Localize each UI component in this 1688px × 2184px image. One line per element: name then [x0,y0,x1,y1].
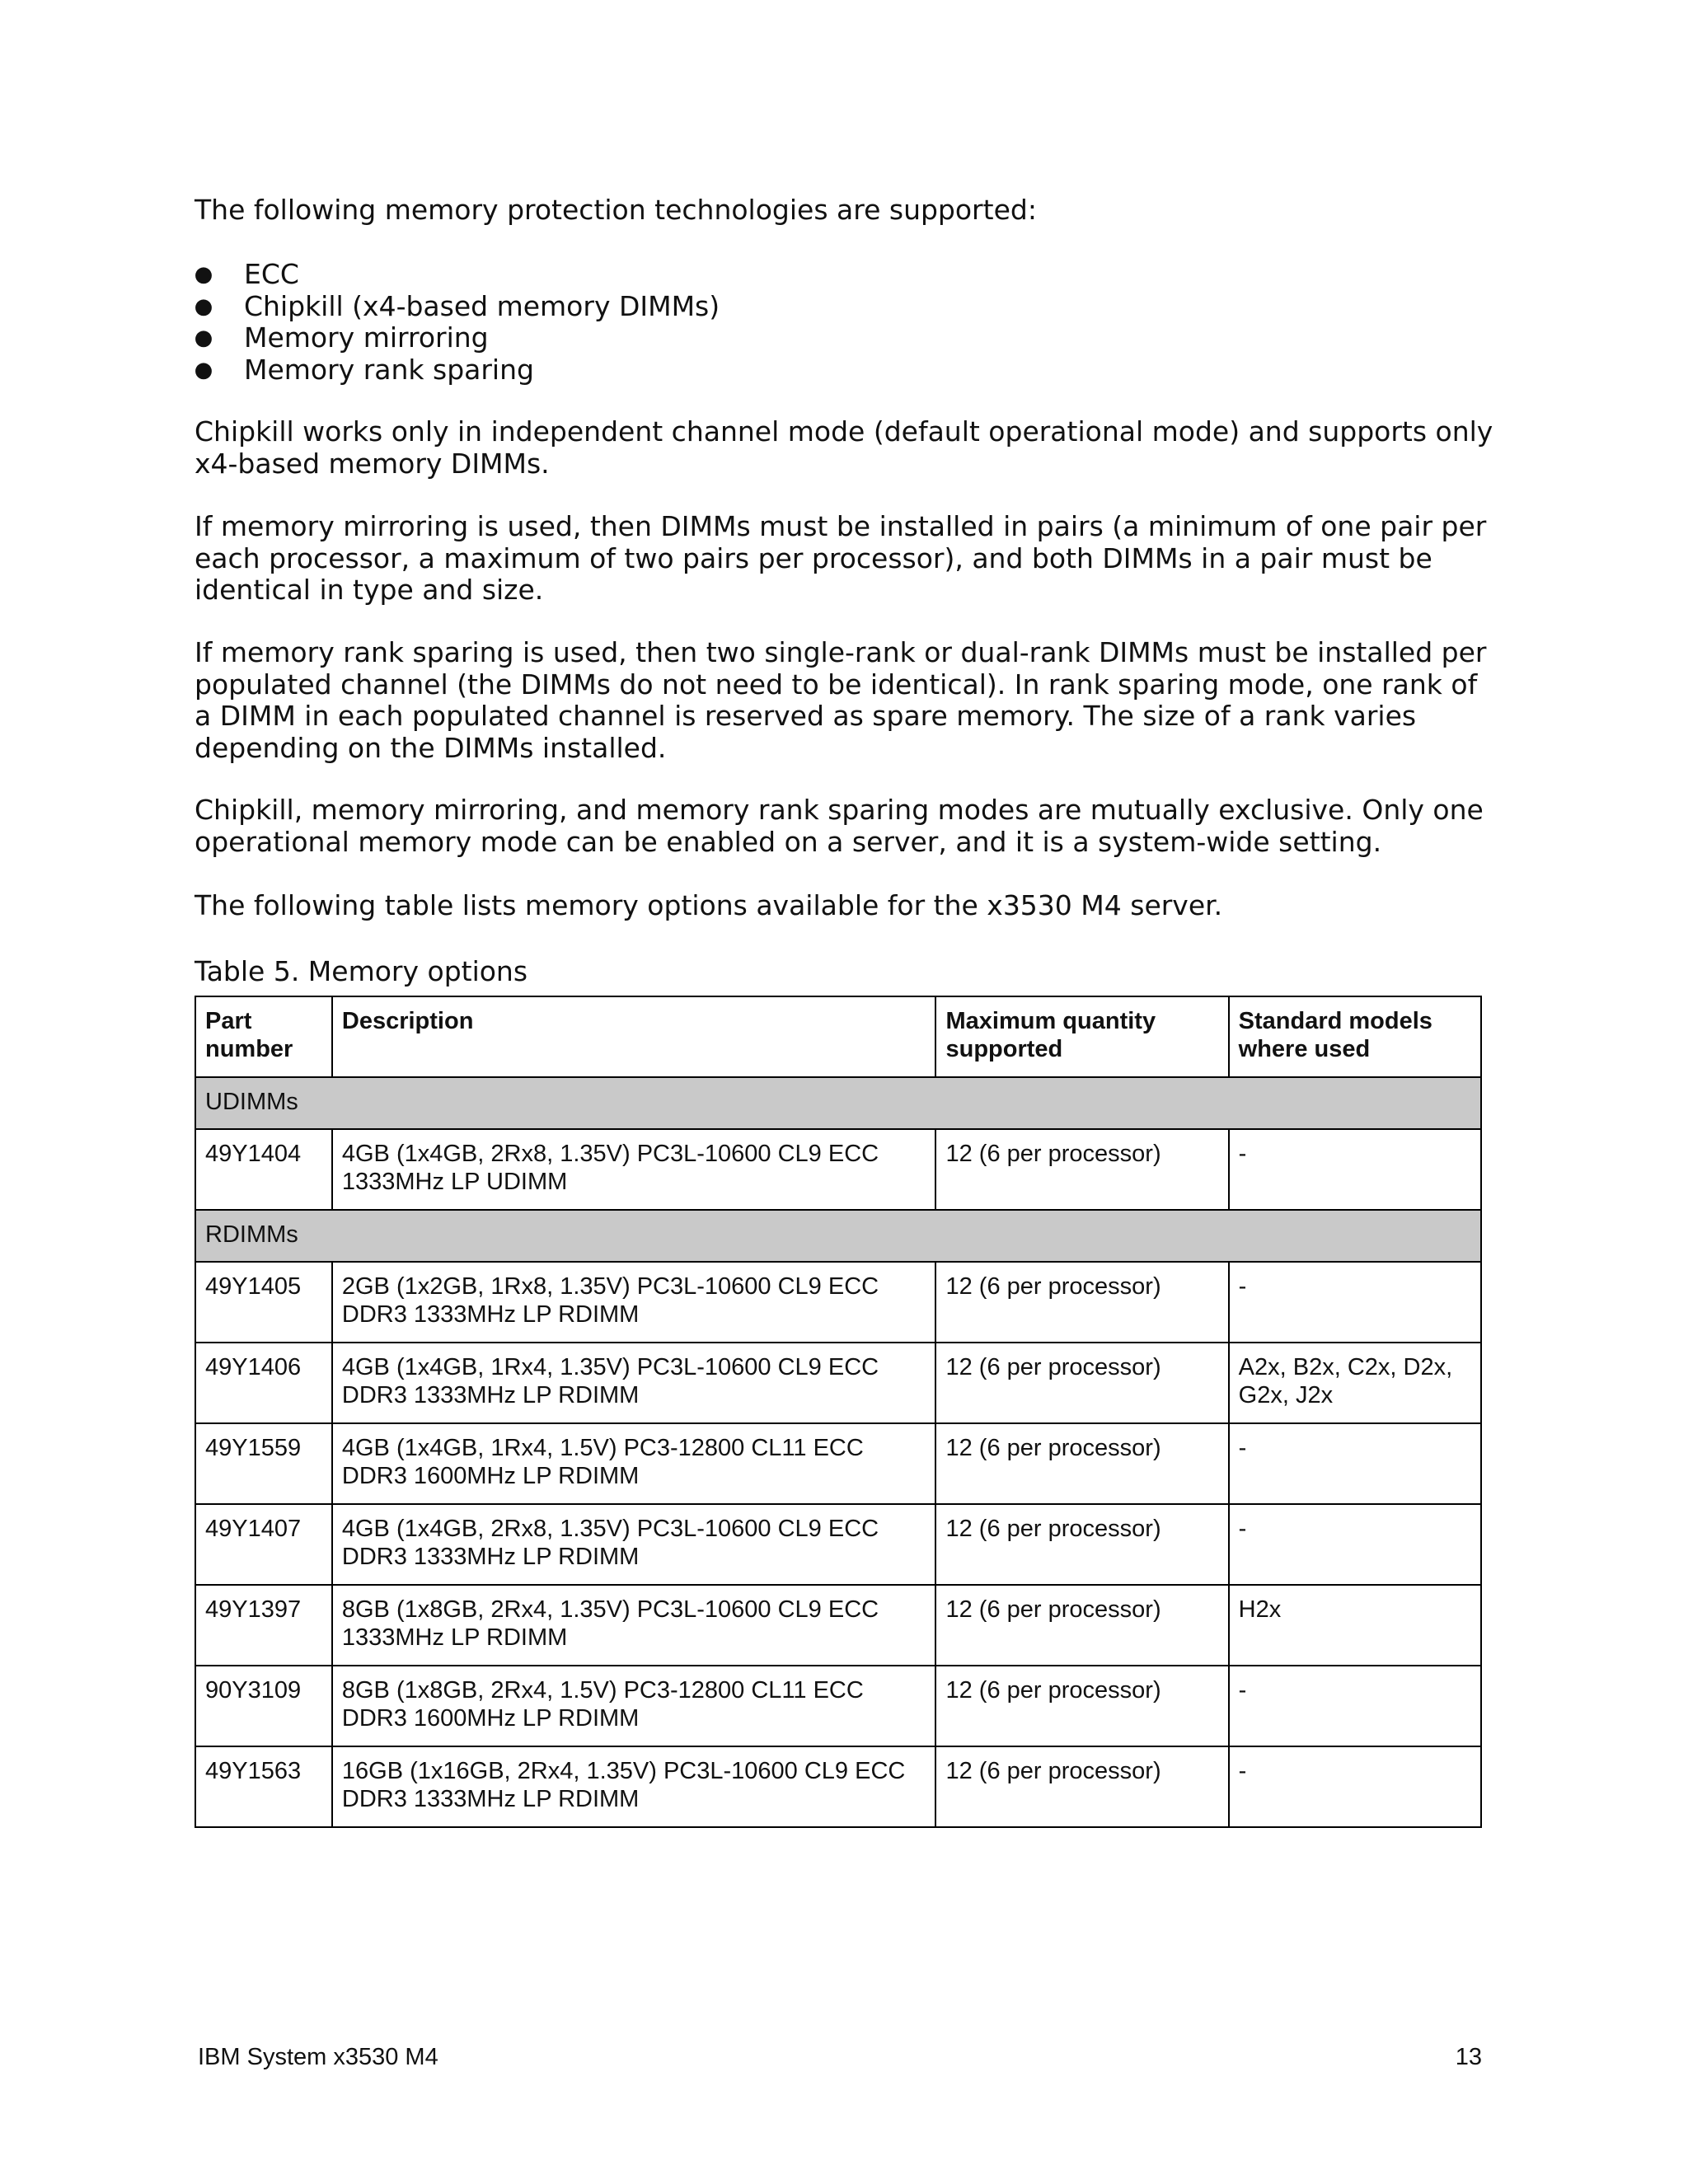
intro-text: The following memory protection technologies are supported: [195,194,1037,226]
part-number-cell: 49Y1407 [195,1504,332,1585]
group-row-rdimms [195,1210,1481,1262]
quantity-cell: 12 (6 per processor) [935,1746,1228,1827]
table-row [195,1504,1481,1585]
table-row [195,1129,1481,1210]
models-cell: - [1229,1504,1481,1585]
protection-list [195,259,720,386]
description-cell: 16GB (1x16GB, 2Rx4, 1.35V) PC3L-10600 CL9 ECC DDR3 1333MHz LP RDIMM [332,1746,936,1827]
table-row [195,1423,1481,1504]
table-caption: Table 5. Memory options [195,955,528,987]
list-item: ● Memory mirroring [195,322,720,354]
table-row [195,1746,1481,1827]
description-cell: 4GB (1x4GB, 1Rx4, 1.5V) PC3-12800 CL11 ECC DDR3 1600MHz LP RDIMM [332,1423,936,1504]
models-cell: - [1229,1423,1481,1504]
list-item: ● ECC [195,259,720,291]
part-number-cell: 49Y1405 [195,1262,332,1343]
chipkill-paragraph: Chipkill works only in independent channel mode (default operational mode) and supports only x4-based memory DIMMs. [195,415,1493,480]
models-cell: H2x [1229,1585,1481,1666]
models-cell: A2x, B2x, C2x, D2x, G2x, J2x [1229,1343,1481,1423]
models-cell: - [1229,1746,1481,1827]
bullet-icon: ● [194,293,213,319]
description-cell: 2GB (1x2GB, 1Rx8, 1.35V) PC3L-10600 CL9 ECC DDR3 1333MHz LP RDIMM [332,1262,936,1343]
quantity-cell: 12 (6 per processor) [935,1129,1228,1210]
bullet-icon: ● [194,357,213,382]
table-row [195,1666,1481,1746]
table-header-row [195,996,1481,1077]
quantity-cell: 12 (6 per processor) [935,1262,1228,1343]
list-item: ● Memory rank sparing [195,354,720,387]
models-cell: - [1229,1262,1481,1343]
quantity-cell: 12 (6 per processor) [935,1504,1228,1585]
part-number-cell: 49Y1563 [195,1746,332,1827]
list-item: ● Chipkill (x4-based memory DIMMs) [195,291,720,323]
part-number-cell: 49Y1397 [195,1585,332,1666]
header-part-number: Part number [195,996,332,1077]
part-number-cell: 49Y1404 [195,1129,332,1210]
footer-title: IBM System x3530 M4 [198,2044,438,2070]
part-number-cell: 90Y3109 [195,1666,332,1746]
group-label: UDIMMs [195,1077,1481,1129]
header-max-quantity: Maximum quantity supported [935,996,1228,1077]
quantity-cell: 12 (6 per processor) [935,1666,1228,1746]
table-row [195,1343,1481,1423]
header-description: Description [332,996,936,1077]
table-row [195,1262,1481,1343]
description-cell: 8GB (1x8GB, 2Rx4, 1.35V) PC3L-10600 CL9 ECC 1333MHz LP RDIMM [332,1585,936,1666]
bullet-icon: ● [194,326,213,350]
description-cell: 4GB (1x4GB, 2Rx8, 1.35V) PC3L-10600 CL9 ECC 1333MHz LP UDIMM [332,1129,936,1210]
mirroring-paragraph: If memory mirroring is used, then DIMMs must be installed in pairs (a minimum of one pair per each processor, a maximum of two pairs per processor), and both DIMMs in a pair must be identical in type and size. [195,510,1487,606]
models-cell: - [1229,1129,1481,1210]
models-cell: - [1229,1666,1481,1746]
bullet-icon: ● [194,262,213,287]
quantity-cell: 12 (6 per processor) [935,1343,1228,1423]
table-intro-paragraph: The following table lists memory options available for the x3530 M4 server. [195,889,1223,921]
quantity-cell: 12 (6 per processor) [935,1585,1228,1666]
page-number: 13 [1455,2044,1482,2070]
table-row [195,1585,1481,1666]
exclusive-modes-paragraph: Chipkill, memory mirroring, and memory rank sparing modes are mutually exclusive. Only one operational memory mode can be enabled on a server, and it is a system-wide setting. [195,794,1484,858]
group-label: RDIMMs [195,1210,1481,1262]
description-cell: 4GB (1x4GB, 1Rx4, 1.35V) PC3L-10600 CL9 ECC DDR3 1333MHz LP RDIMM [332,1343,936,1423]
description-cell: 4GB (1x4GB, 2Rx8, 1.35V) PC3L-10600 CL9 ECC DDR3 1333MHz LP RDIMM [332,1504,936,1585]
part-number-cell: 49Y1406 [195,1343,332,1423]
header-standard-models: Standard models where used [1229,996,1481,1077]
part-number-cell: 49Y1559 [195,1423,332,1504]
quantity-cell: 12 (6 per processor) [935,1423,1228,1504]
memory-options-table [195,996,1482,1828]
rank-sparing-paragraph: If memory rank sparing is used, then two single-rank or dual-rank DIMMs must be installed per populated channel (the DIMMs do not need to be identical). In rank sparing mode, one rank of a DIMM in each populated channel is reserved as spare memory. The size of a rank varies depending on the DIMMs installed. [195,636,1487,764]
description-cell: 8GB (1x8GB, 2Rx4, 1.5V) PC3-12800 CL11 ECC DDR3 1600MHz LP RDIMM [332,1666,936,1746]
group-row-udimms [195,1077,1481,1129]
